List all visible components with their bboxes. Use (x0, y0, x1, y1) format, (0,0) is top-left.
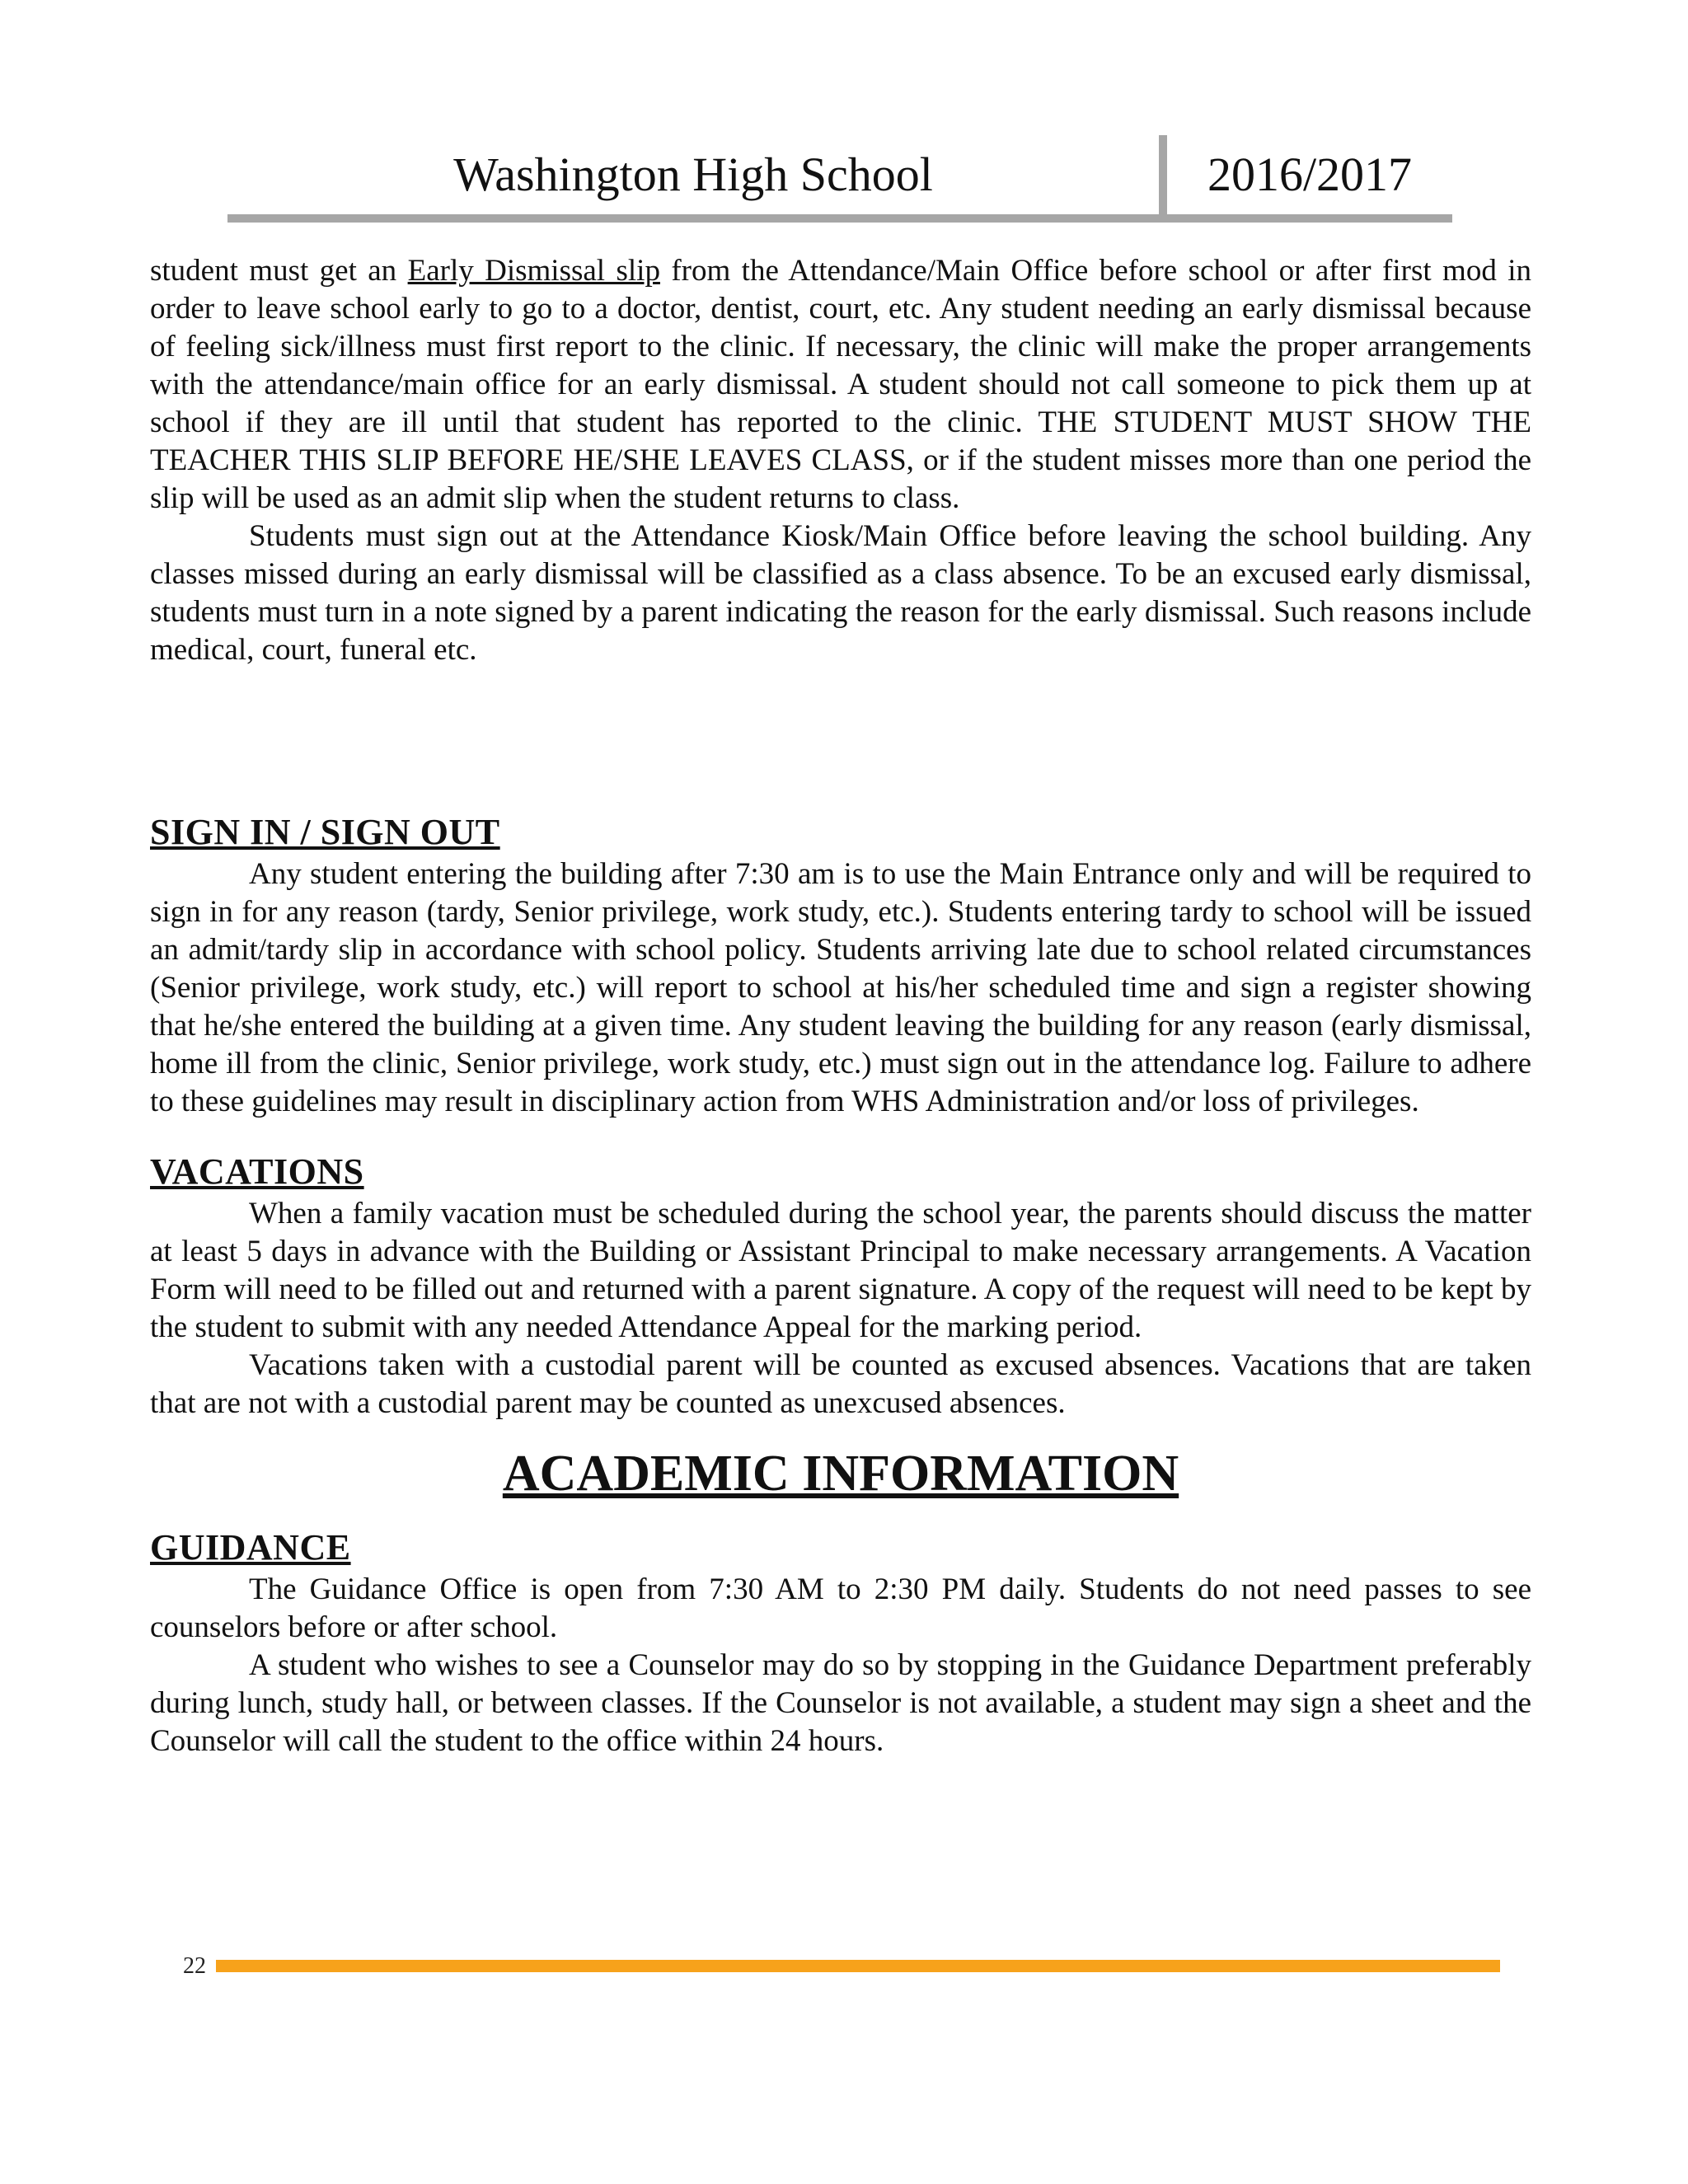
guidance-heading: GUIDANCE (150, 1527, 351, 1568)
page-header (227, 138, 1452, 221)
header-year: 2016/2017 (1207, 148, 1413, 201)
section-gap (150, 1121, 1531, 1149)
footer-bar (216, 1960, 1500, 1972)
vacations-heading: VACATIONS (150, 1151, 364, 1192)
academic-information-heading: ACADEMIC INFORMATION (502, 1446, 1179, 1502)
header-rule (227, 214, 1452, 223)
guidance-paragraph-1: The Guidance Office is open from 7:30 AM to 2:30 PM daily. Students do not need passes to see counselors before or after school. (150, 1572, 1531, 1644)
section-gap (150, 669, 1531, 809)
sign-in-out-paragraph: Any student entering the building after 7:30 am is to use the Main Entrance only and will be required to sign in for any reason (tardy, Senior privilege, work study, etc.). Students entering tardy to school will be issued an admit/tardy slip in accordance with school policy. Students arriving late due to school related circumstances (Senior privilege, work study, etc.) will report to school at his/her scheduled time and sign a register showing that he/she entered the building at a given time. Any student leaving the building for any reason (early dismissal, home ill from the clinic, Senior privilege, work study, etc.) must sign out in the attendance log. Failure to adhere to these guidelines may result in disciplinary action from WHS Administration and/or loss of privileges. (150, 857, 1531, 1118)
early-dismissal-paragraph-1 (150, 252, 1531, 518)
guidance-paragraph-2: A student who wishes to see a Counselor may do so by stopping in the Guidance Department preferably during lunch, study hall, or between classes. If the Counselor is not available, a student may sign a sheet and the Counselor will call the student to the office within 24 hours. (150, 1648, 1531, 1758)
early-dismissal-text-after: from the Attendance/Main Office before school or after first mod in order to leave school early to go to a doctor, dentist, court, etc. Any student needing an early dismissal because of feeling sick/illness must first report to the clinic. If necessary, the clinic will make the proper arrangements with the attendance/main office for an early dismissal. A student should not call someone to pick them up at school if they are ill until that student has reported to the clinic. THE STUDENT MUST SHOW THE TEACHER THIS SLIP BEFORE HE/SHE LEAVES CLASS, or if the student misses more than one period the slip will be used as an admit slip when the student returns to class. (150, 254, 1532, 515)
page-content (150, 252, 1531, 1760)
early-dismissal-slip-term: Early Dismissal slip (407, 254, 660, 288)
early-dismissal-paragraph-2: Students must sign out at the Attendance Kiosk/Main Office before leaving the school building. Any classes missed during an early dismissal will be classified as a class absence. To be an excused early dismissal, students must turn in a note signed by a parent indicating the reason for the early dismissal. Such reasons include medical, court, funeral etc. (150, 519, 1531, 667)
early-dismissal-text-before: student must get an (150, 254, 408, 288)
header-divider (1159, 135, 1167, 223)
page-number: 22 (183, 1953, 206, 1979)
sign-in-out-heading: SIGN IN / SIGN OUT (150, 812, 500, 852)
section-gap (150, 1422, 1531, 1439)
section-gap (150, 1508, 1531, 1525)
vacations-paragraph-1: When a family vacation must be scheduled during the school year, the parents should discuss the matter at least 5 days in advance with the Building or Assistant Principal to make necessary arrangements. A Vacation Form will need to be filled out and returned with a parent signature. A copy of the request will need to be kept by the student to submit with any needed Attendance Appeal for the marking period. (150, 1197, 1531, 1344)
header-title: Washington High School (453, 148, 933, 201)
vacations-paragraph-2: Vacations taken with a custodial parent will be counted as excused absences. Vacations that are taken that are not with a custodial parent may be counted as unexcused absences. (150, 1348, 1531, 1420)
